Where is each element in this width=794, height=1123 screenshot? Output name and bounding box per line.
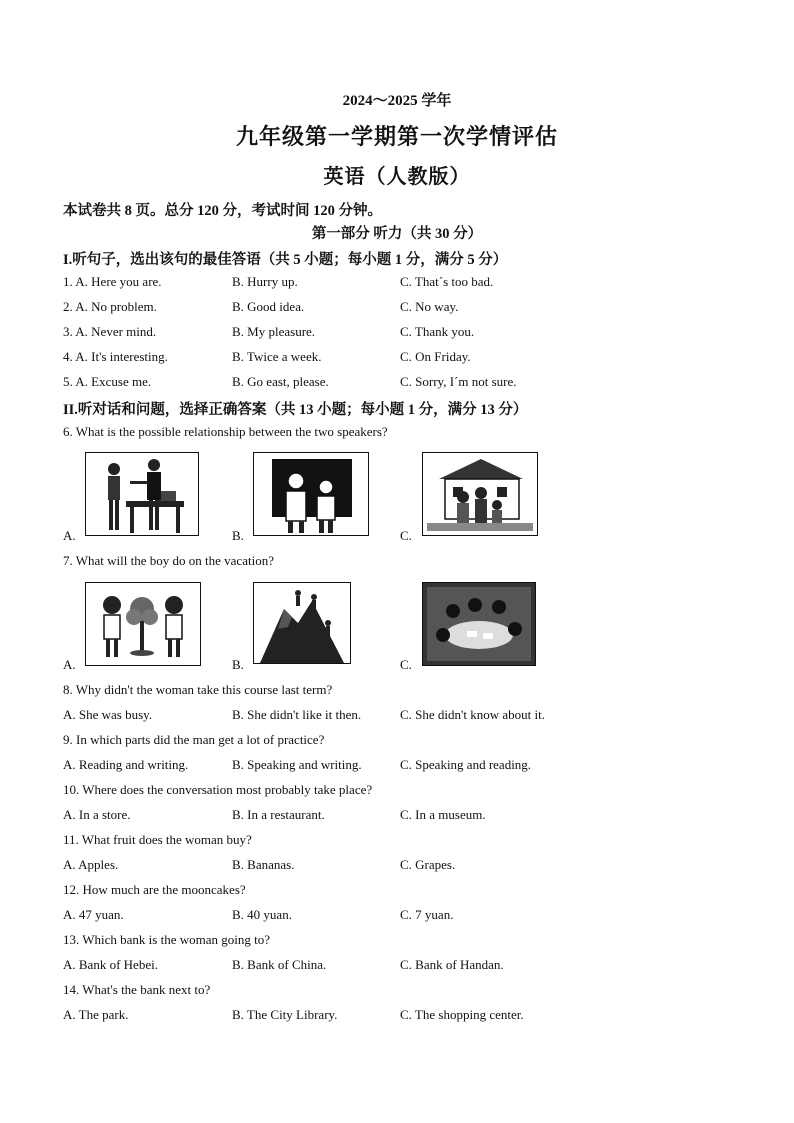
- option-b: B. Bank of China.: [232, 957, 327, 972]
- tree-planting-image: [85, 582, 201, 666]
- option-b: B. My pleasure.: [232, 324, 316, 339]
- option-b: B. 40 yuan.: [232, 907, 292, 922]
- option-b: B. The City Library.: [232, 1007, 338, 1022]
- option-b: B. Bananas.: [232, 857, 295, 872]
- question-6: 6. What is the possible relationship between the two speakers?: [63, 424, 388, 439]
- exam-year: 2024～2025 学年: [342, 93, 452, 109]
- option-a: A. Reading and writing.: [63, 757, 189, 772]
- family-scene-image: [422, 452, 538, 536]
- question-10: 10. Where does the conversation most probably take place?: [63, 782, 373, 797]
- option-c: C. 7 yuan.: [400, 907, 454, 922]
- option-a: A. Bank of Hebei.: [63, 957, 158, 972]
- exam-subject: 英语（人教版）: [323, 166, 471, 188]
- option-a: A. The park.: [63, 1007, 129, 1022]
- mountain-climbing-image: [253, 582, 351, 664]
- group-study-image: [422, 582, 536, 666]
- office-scene-image: [85, 452, 199, 536]
- part-heading: 第一部分 听力（共 30 分）: [311, 226, 483, 242]
- picture-label-b: B.: [232, 528, 244, 543]
- option-a: A. 47 yuan.: [63, 907, 124, 922]
- picture-label-b: B.: [232, 657, 244, 672]
- option-c: C. Sorry, I´m not sure.: [400, 374, 517, 389]
- question-8: 8. Why didn't the woman take this course last term?: [63, 682, 333, 697]
- picture-label-c: C.: [400, 528, 412, 543]
- question-9: 9. In which parts did the man get a lot of practice?: [63, 732, 325, 747]
- option-b: B. Speaking and writing.: [232, 757, 362, 772]
- students-scene-image: [253, 452, 369, 536]
- section-1-heading: I.听句子，选出该句的最佳答语（共 5 小题；每小题 1 分，满分 5 分）: [63, 252, 508, 268]
- option-b: B. She didn't like it then.: [232, 707, 362, 722]
- picture-label-c: C.: [400, 657, 412, 672]
- option-a: 2. A. No problem.: [63, 299, 157, 314]
- option-c: C. On Friday.: [400, 349, 471, 364]
- option-c: C. Thank you.: [400, 324, 475, 339]
- option-a: A. She was busy.: [63, 707, 153, 722]
- option-c: C. The shopping center.: [400, 1007, 524, 1022]
- exam-note: 本试卷共 8 页。总分 120 分，考试时间 120 分钟。: [63, 203, 382, 219]
- option-c: C. Speaking and reading.: [400, 757, 532, 772]
- option-b: B. Hurry up.: [232, 274, 298, 289]
- option-c: C. She didn't know about it.: [400, 707, 545, 722]
- option-b: B. Good idea.: [232, 299, 305, 314]
- question-11: 11. What fruit does the woman buy?: [63, 832, 252, 847]
- option-b: B. In a restaurant.: [232, 807, 325, 822]
- option-c: C. That´s too bad.: [400, 274, 494, 289]
- question-14: 14. What's the bank next to?: [63, 982, 211, 997]
- option-c: C. Grapes.: [400, 857, 456, 872]
- option-c: C. Bank of Handan.: [400, 957, 504, 972]
- option-c: C. No way.: [400, 299, 459, 314]
- option-a: 4. A. It's interesting.: [63, 349, 168, 364]
- exam-title: 九年级第一学期第一次学情评估: [235, 124, 558, 149]
- option-b: B. Twice a week.: [232, 349, 322, 364]
- question-12: 12. How much are the mooncakes?: [63, 882, 246, 897]
- option-a: 5. A. Excuse me.: [63, 374, 152, 389]
- option-b: B. Go east, please.: [232, 374, 329, 389]
- section-2-heading: II.听对话和问题，选择正确答案（共 13 小题；每小题 1 分，满分 13 分）: [63, 402, 528, 418]
- option-a: 1. A. Here you are.: [63, 274, 162, 289]
- option-a: A. Apples.: [63, 857, 119, 872]
- option-a: 3. A. Never mind.: [63, 324, 157, 339]
- picture-label-a: A.: [63, 528, 76, 543]
- question-13: 13. Which bank is the woman going to?: [63, 932, 271, 947]
- picture-label-a: A.: [63, 657, 76, 672]
- option-a: A. In a store.: [63, 807, 131, 822]
- option-c: C. In a museum.: [400, 807, 486, 822]
- question-7: 7. What will the boy do on the vacation?: [63, 553, 274, 568]
